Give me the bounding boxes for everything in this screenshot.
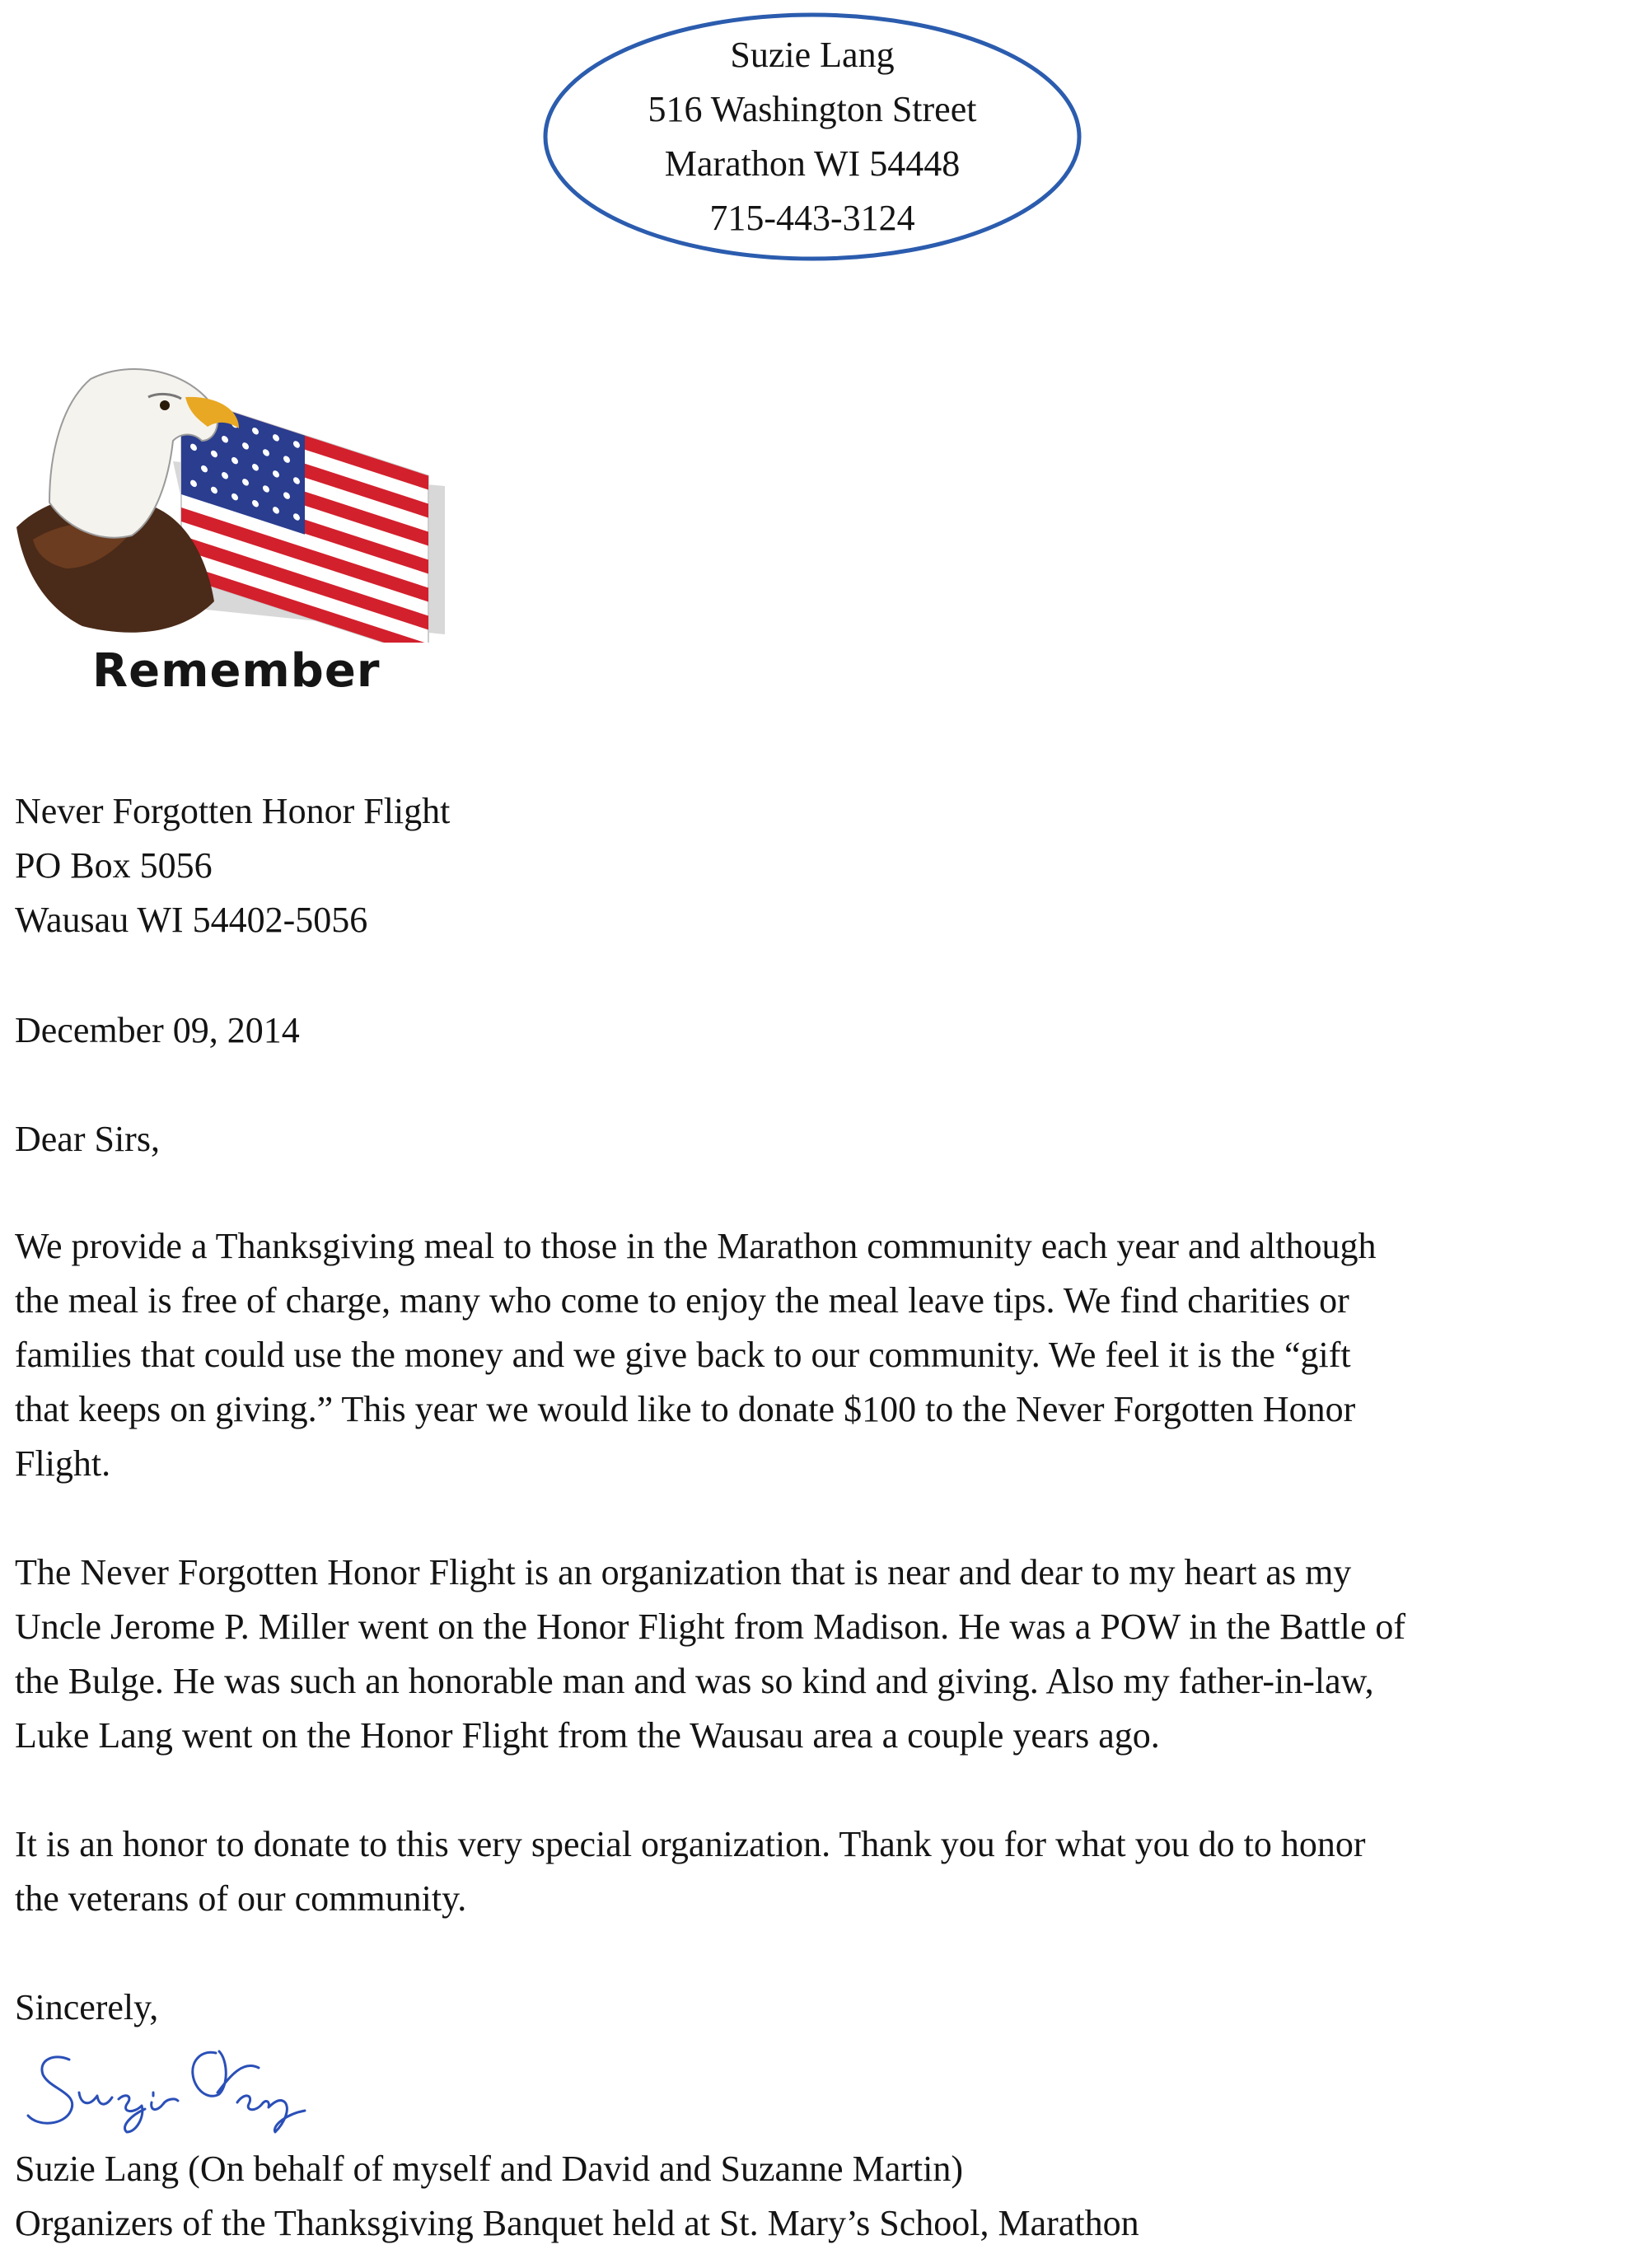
paragraph-line: Flight.	[15, 1443, 111, 1484]
paragraph-2	[15, 1546, 1630, 1763]
paragraph-line: Uncle Jerome P. Miller went on the Honor Flight from Madison. He was a POW in the Battle of	[15, 1606, 1406, 1647]
sender-city: Marathon WI 54448	[664, 143, 961, 184]
signer-line-2: Organizers of the Thanksgiving Banquet held at St. Mary’s School, Marathon	[15, 2203, 1139, 2243]
salutation: Dear Sirs,	[15, 1119, 160, 1159]
handwritten-signature	[21, 2035, 367, 2142]
sender-name: Suzie Lang	[730, 35, 895, 75]
recipient-name: Never Forgotten Honor Flight	[15, 791, 451, 831]
paragraph-1	[15, 1219, 1630, 1491]
recipient-po-box: PO Box 5056	[15, 845, 213, 886]
paragraph-line: We provide a Thanksgiving meal to those in the Marathon community each year and although	[15, 1226, 1377, 1266]
paragraph-line: that keeps on giving.” This year we would like to donate $100 to the Never Forgotten Honor	[15, 1389, 1356, 1429]
signer-line-1: Suzie Lang (On behalf of myself and David and Suzanne Martin)	[15, 2149, 963, 2189]
paragraph-line: the Bulge. He was such an honorable man and was so kind and giving. Also my father-in-law,	[15, 1661, 1374, 1701]
recipient-city: Wausau WI 54402-5056	[15, 900, 368, 940]
paragraph-line: the veterans of our community.	[15, 1878, 467, 1919]
paragraph-3	[15, 1817, 1630, 1926]
sender-street: 516 Washington Street	[648, 89, 977, 129]
eagle-flag-logo	[16, 362, 461, 708]
paragraph-line: Luke Lang went on the Honor Flight from the Wausau area a couple years ago.	[15, 1715, 1160, 1756]
sender-address-oval	[540, 7, 1084, 267]
letter-date: December 09, 2014	[15, 1010, 300, 1050]
sender-phone: 715-443-3124	[709, 198, 915, 238]
closing: Sincerely,	[15, 1987, 159, 2027]
sender-address	[648, 28, 977, 246]
signer-block	[15, 2142, 1139, 2251]
recipient-address	[15, 784, 450, 947]
paragraph-line: families that could use the money and we give back to our community. We feel it is the “gift	[15, 1335, 1351, 1375]
logo-caption: Remember	[92, 644, 381, 698]
paragraph-line: It is an honor to donate to this very special organization. Thank you for what you do to honor	[15, 1824, 1366, 1864]
paragraph-line: the meal is free of charge, many who come to enjoy the meal leave tips. We find charities or	[15, 1280, 1349, 1321]
paragraph-line: The Never Forgotten Honor Flight is an organization that is near and dear to my heart as my	[15, 1552, 1352, 1592]
eagle-flag-icon	[16, 362, 461, 643]
